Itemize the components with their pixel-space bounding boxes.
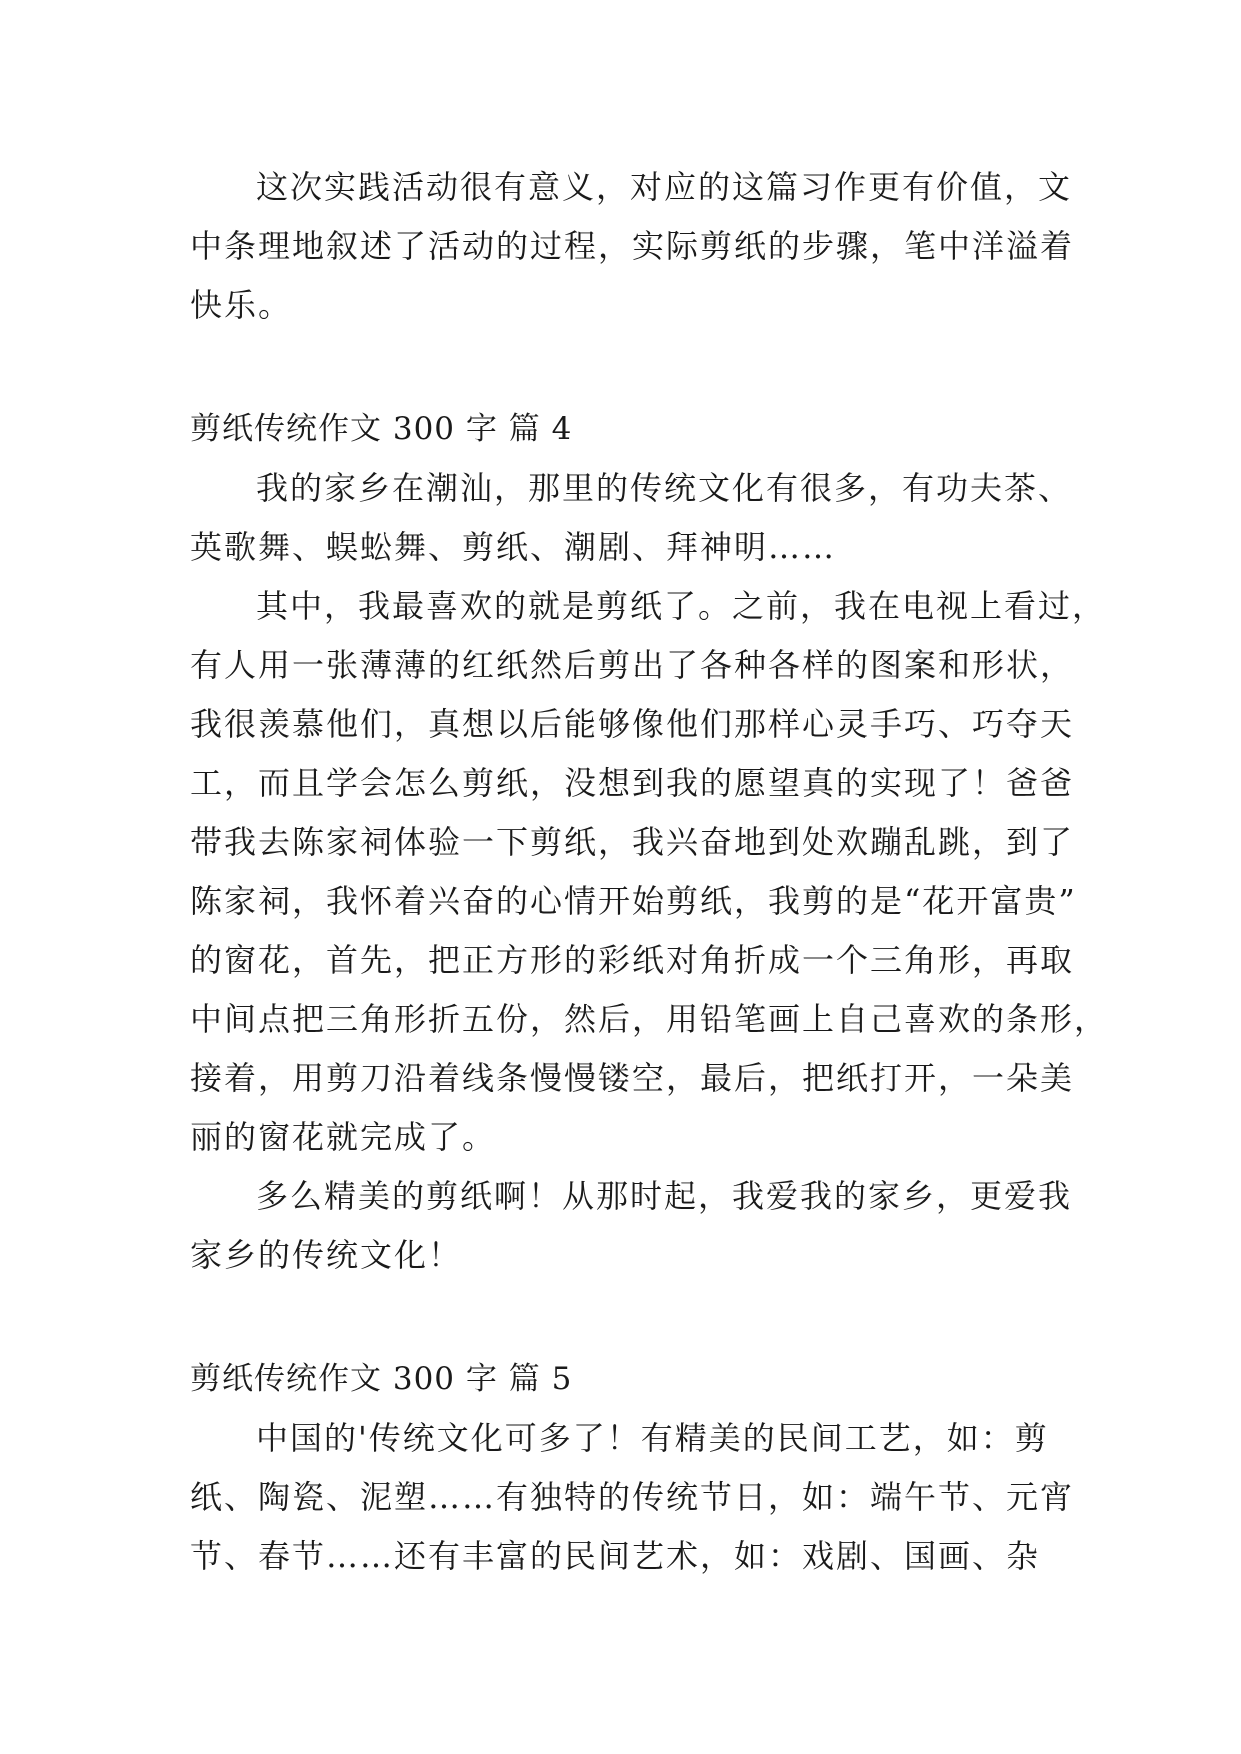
text-line: 陈家祠，我怀着兴奋的心情开始剪纸，我剪的是“花开富贵” — [190, 882, 1077, 920]
text-line: 的窗花，首先，把正方形的彩纸对角折成一个三角形，再取 — [190, 941, 1075, 979]
paragraph — [190, 1167, 1073, 1285]
intro-comment-paragraph — [190, 158, 1075, 335]
paragraph — [190, 459, 1073, 577]
text-line: 英歌舞、蜈蚣舞、剪纸、潮剧、拜神明…… — [190, 528, 837, 566]
text-line: 节、春节……还有丰富的民间艺术，如：戏剧、国画、杂 — [190, 1537, 1041, 1575]
text-line: 中间点把三角形折五份，然后，用铅笔画上自己喜欢的条形， — [190, 1000, 1109, 1038]
essay-section-5 — [190, 1350, 1075, 1586]
text-line: 我的家乡在潮汕，那里的传统文化有很多，有功夫茶、 — [256, 469, 1073, 507]
section-spacer — [190, 335, 1050, 400]
text-line: 快乐。 — [190, 286, 293, 324]
paragraph — [190, 577, 1109, 1167]
section-heading: 剪纸传统作文 300 字 篇 5 — [190, 1361, 573, 1397]
text-line: 其中，我最喜欢的就是剪纸了。之前，我在电视上看过， — [256, 587, 1107, 625]
document-page — [190, 158, 1109, 1586]
text-line: 中国的'传统文化可多了！有精美的民间工艺，如：剪 — [256, 1419, 1049, 1457]
paragraph — [190, 1409, 1075, 1586]
text-line: 这次实践活动很有意义，对应的这篇习作更有价值，文 — [256, 168, 1073, 206]
text-line: 纸、陶瓷、泥塑……有独特的传统节日，如：端午节、元宵 — [190, 1478, 1075, 1516]
section-spacer — [190, 1285, 1050, 1350]
text-line: 工，而且学会怎么剪纸，没想到我的愿望真的实现了！爸爸 — [190, 764, 1075, 802]
text-line: 丽的窗花就完成了。 — [190, 1118, 497, 1156]
essay-section-4 — [190, 400, 1109, 1285]
text-line: 家乡的传统文化！ — [190, 1236, 463, 1274]
text-line: 有人用一张薄薄的红纸然后剪出了各种各样的图案和形状， — [190, 646, 1075, 684]
text-line: 带我去陈家祠体验一下剪纸，我兴奋地到处欢蹦乱跳，到了 — [190, 823, 1075, 861]
text-line: 多么精美的剪纸啊！从那时起，我爱我的家乡，更爱我 — [256, 1177, 1073, 1215]
section-heading: 剪纸传统作文 300 字 篇 4 — [190, 411, 573, 447]
text-line: 中条理地叙述了活动的过程，实际剪纸的步骤，笔中洋溢着 — [190, 227, 1075, 265]
text-line: 我很羡慕他们，真想以后能够像他们那样心灵手巧、巧夺天 — [190, 705, 1075, 743]
text-line: 接着，用剪刀沿着线条慢慢镂空，最后，把纸打开，一朵美 — [190, 1059, 1075, 1097]
